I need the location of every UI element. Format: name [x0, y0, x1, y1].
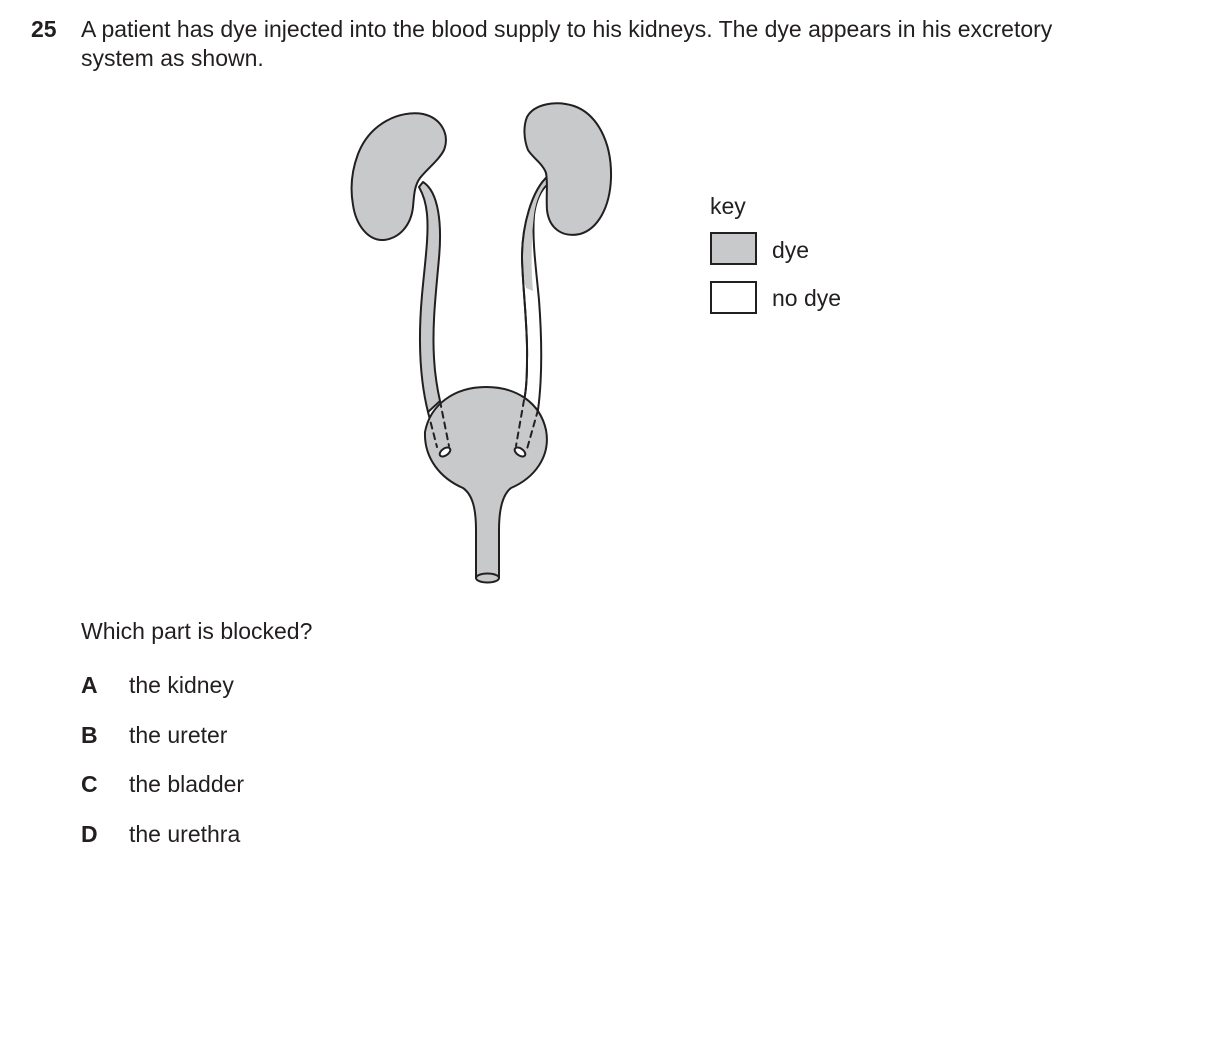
option-text: the urethra [129, 821, 241, 847]
option-text: the bladder [129, 771, 245, 797]
option-text: the kidney [129, 672, 234, 698]
option-letter: D [81, 821, 98, 847]
option-text: the ureter [129, 722, 228, 748]
question-stem-line-2: system as shown. [81, 45, 264, 71]
question-stem-line-1: A patient has dye injected into the blood supply to his kidneys. The dye appears in his excretory [81, 16, 1053, 42]
key-title: key [710, 193, 746, 219]
option-d[interactable] [81, 820, 240, 848]
urethra-opening [476, 574, 499, 583]
key-swatch-dye [710, 232, 757, 265]
left-ureter [419, 182, 440, 412]
option-c[interactable] [81, 770, 244, 798]
question-prompt: Which part is blocked? [81, 618, 313, 644]
option-a[interactable] [81, 671, 234, 699]
key-label-dye: dye [772, 237, 810, 263]
key-swatch-no-dye [710, 281, 757, 314]
option-letter: B [81, 722, 98, 748]
option-letter: A [81, 672, 98, 698]
key-label-no-dye: no dye [772, 285, 842, 311]
right-kidney [524, 103, 611, 235]
question-number: 25 [31, 16, 57, 42]
option-b[interactable] [81, 721, 227, 749]
option-letter: C [81, 771, 98, 797]
